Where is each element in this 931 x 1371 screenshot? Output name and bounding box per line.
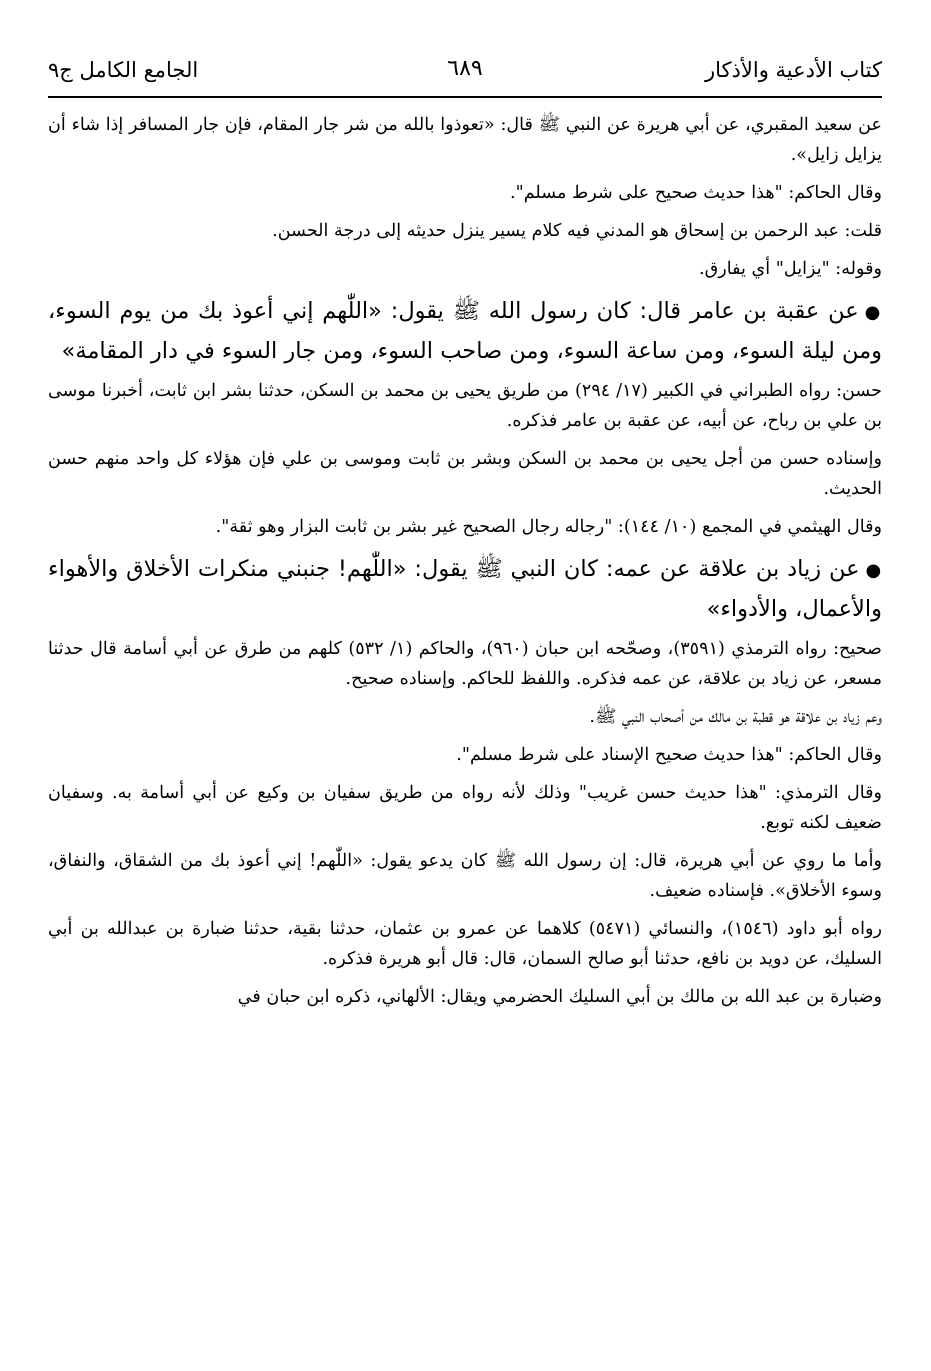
commentary-paragraph xyxy=(48,740,882,770)
paragraph-text: وقال الحاكم: "هذا حديث صحيح الإسناد على شرط مسلم". xyxy=(456,745,882,765)
paragraph-text: حسن: رواه الطبراني في الكبير (١٧/ ٢٩٤) من طريق يحيى بن محمد بن السكن، حدثنا بشر ابن ثابت، أخبرنا موسى بن علي بن رباح، عن أبيه، عن عقبة بن عامر فذكره. xyxy=(48,381,882,431)
commentary-paragraph xyxy=(48,914,882,974)
commentary-paragraph xyxy=(48,982,882,1012)
commentary-paragraph xyxy=(48,846,882,906)
paragraph-text: وقال الحاكم: "هذا حديث صحيح على شرط مسلم". xyxy=(510,183,882,203)
paragraph-text: وقوله: "يزايل" أي يفارق. xyxy=(699,259,882,279)
paragraph-text: وأما ما روي عن أبي هريرة، قال: إن رسول الله ﷺ كان يدعو يقول: «اللّٰهم! إني أعوذ بك من الشقاق، والنفاق، وسوء الأخلاق». فإسناده ضعيف. xyxy=(48,851,882,901)
hadith-text xyxy=(48,550,882,628)
page-body xyxy=(48,110,882,1012)
page-header xyxy=(48,52,882,98)
paragraph-text: وقال الهيثمي في المجمع (١٠/ ١٤٤): "رجاله رجال الصحيح غير بشر بن ثابت البزار وهو ثقة". xyxy=(215,517,882,537)
paragraph-text: وعم زياد بن علاقة هو قطبة بن مالك من أصحاب النبي ﷺ. xyxy=(589,707,882,727)
chapter-title: كتاب الأدعية والأذكار xyxy=(705,58,882,82)
commentary-paragraph xyxy=(48,702,882,732)
paragraph-text: قلت: عبد الرحمن بن إسحاق هو المدني فيه كلام يسير ينزل حديثه إلى درجة الحسن. xyxy=(272,221,882,241)
hadith-text xyxy=(48,292,882,370)
commentary-paragraph xyxy=(48,254,882,284)
page-number: ٦٨٩ xyxy=(447,56,483,81)
commentary-paragraph xyxy=(48,216,882,246)
commentary-paragraph xyxy=(48,444,882,504)
paragraph-text: صحيح: رواه الترمذي (٣٥٩١)، وصحّحه ابن حبان (٩٦٠)، والحاكم (١/ ٥٣٢) كلهم من طرق عن أبي أسامة قال حدثنا مسعر، عن زياد بن علاقة، عن عمه فذكره. واللفظ للحاكم. وإسناده صحيح. xyxy=(48,639,882,689)
commentary-paragraph xyxy=(48,110,882,170)
paragraph-text: عن عقبة بن عامر قال: كان رسول الله ﷺ يقول: «اللّٰهم إني أعوذ بك من يوم السوء، ومن ليلة السوء، ومن ساعة السوء، ومن صاحب السوء، ومن جار السوء في دار المقامة» xyxy=(48,298,882,364)
paragraph-text: عن سعيد المقبري، عن أبي هريرة عن النبي ﷺ قال: «تعوذوا بالله من شر جار المقام، فإن جار المسافر إذا شاء أن يزايل زايل». xyxy=(48,115,882,165)
book-page xyxy=(48,52,882,1020)
paragraph-text: عن زياد بن علاقة عن عمه: كان النبي ﷺ يقول: «اللّٰهم! جنبني منكرات الأخلاق والأهواء والأعمال، والأدواء» xyxy=(48,556,882,622)
paragraph-text: وإسناده حسن من أجل يحيى بن محمد بن السكن وبشر بن ثابت وموسى بن علي فإن هؤلاء كل واحد منهم حسن الحديث. xyxy=(48,449,882,499)
commentary-paragraph xyxy=(48,634,882,694)
paragraph-text: رواه أبو داود (١٥٤٦)، والنسائي (٥٤٧١) كلاهما عن عمرو بن عثمان، حدثنا بقية، حدثنا ضبارة بن عبدالله بن أبي السليك، عن دويد بن نافع، حدثنا أبو صالح السمان، قال: قال أبو هريرة فذكره. xyxy=(48,919,882,969)
paragraph-text: وقال الترمذي: "هذا حديث حسن غريب" وذلك لأنه رواه من طريق سفيان بن وكيع عن أبي أسامة به. وسفيان ضعيف لكنه توبع. xyxy=(48,783,882,833)
bullet-icon: ● xyxy=(865,560,882,581)
commentary-paragraph xyxy=(48,512,882,542)
paragraph-text: وضبارة بن عبد الله بن مالك بن أبي السليك الحضرمي ويقال: الألهاني، ذكره ابن حبان في xyxy=(237,987,882,1007)
commentary-paragraph xyxy=(48,778,882,838)
commentary-paragraph xyxy=(48,178,882,208)
commentary-paragraph xyxy=(48,376,882,436)
book-title: الجامع الكامل ج٩ xyxy=(48,58,199,82)
bullet-icon: ● xyxy=(864,302,882,323)
